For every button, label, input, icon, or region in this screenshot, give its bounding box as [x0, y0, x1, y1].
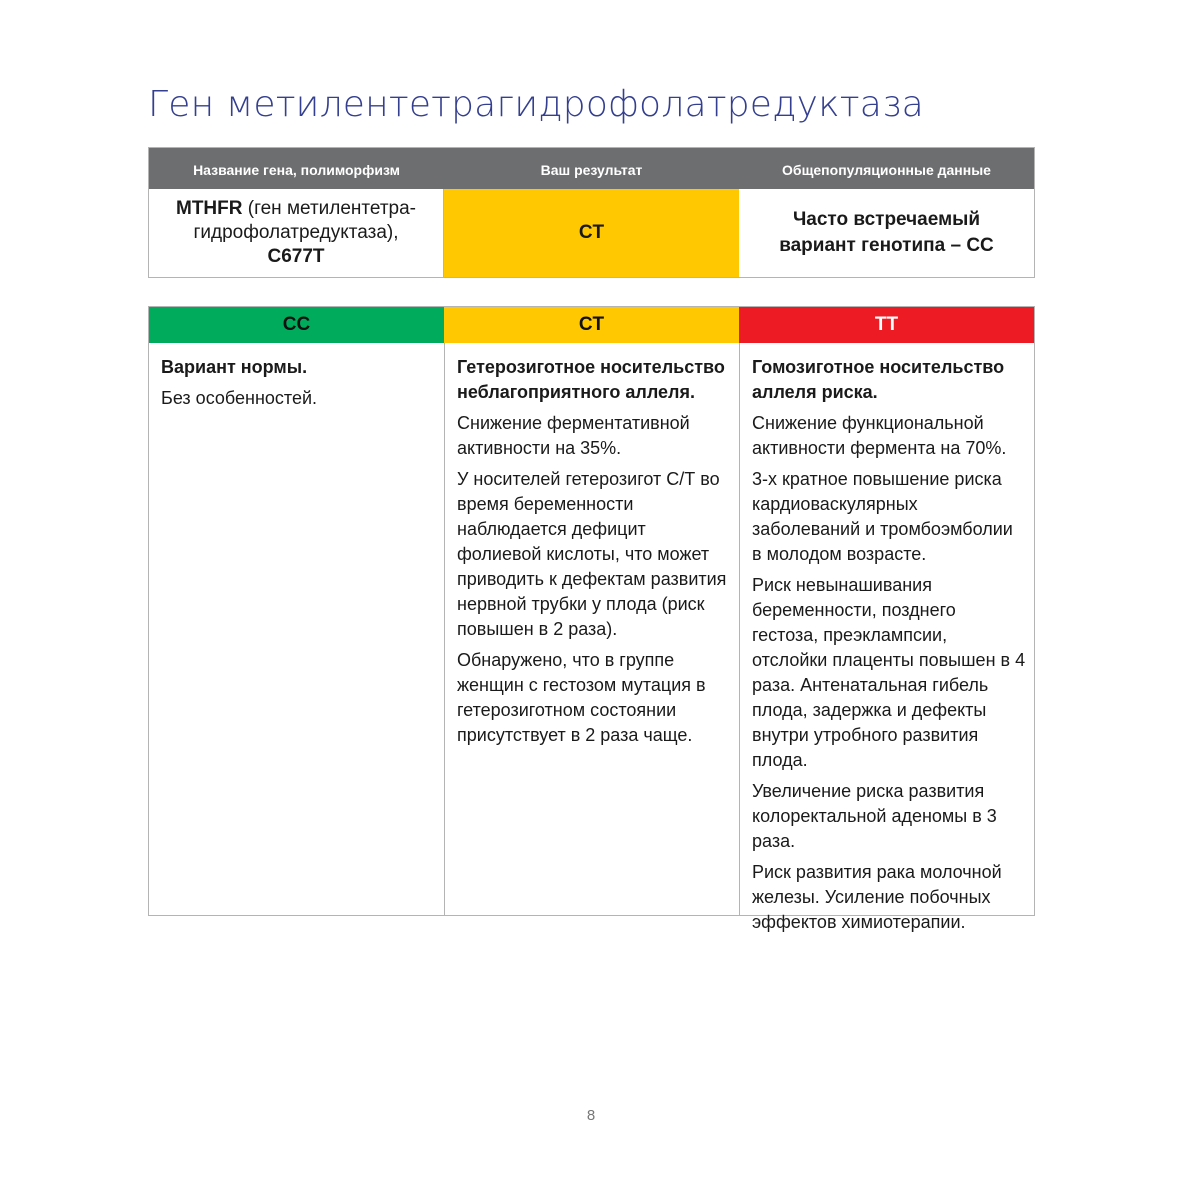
- header-your-result: Ваш результат: [444, 148, 739, 189]
- genotype-header-tt: TT: [739, 307, 1034, 343]
- population-data-line1: Часто встречаемый: [792, 209, 981, 230]
- genotype-paragraph: Увеличение риска развития колоректальной аденомы в 3 раза.: [752, 781, 997, 851]
- genotype-paragraph: 3-х кратное повышение риска кардиоваскулярных заболеваний и тромбоэмболии в молодом возрасте.: [752, 469, 1013, 564]
- genotype-lead: Вариант нормы.: [161, 357, 308, 377]
- genotype-paragraph: Без особенностей.: [161, 388, 318, 408]
- header-gene-polymorphism: Название гена, полиморфизм: [149, 148, 444, 189]
- gene-symbol: MTHFR: [176, 198, 243, 219]
- population-data-line2: вариант генотипа – CC: [779, 235, 994, 256]
- gene-name-part2: гидрофолатредуктаза),: [193, 222, 399, 243]
- result-table: [148, 147, 1035, 278]
- genotype-header-ct: CT: [444, 307, 739, 343]
- genotype-paragraph: Обнаружено, что в группе женщин с гестозом мутация в гетерозиготном состоянии присутствует в 2 раза чаще.: [457, 650, 706, 745]
- genotype-column-ct: [444, 343, 739, 915]
- gene-name-line: [176, 197, 416, 221]
- genotype-table: [148, 306, 1035, 932]
- your-result-value: CT: [578, 222, 605, 243]
- genotype-paragraph: У носителей гетерозигот С/Т во время беременности наблюдается дефицит фолиевой кислоты, что может приводить к дефектам развития нервной трубки у плода (риск повышен в 2 раза).: [457, 469, 727, 639]
- polymorphism-code: C677T: [267, 246, 325, 267]
- genotype-paragraph: Риск невынашивания беременности, позднего гестоза, преэклампсии, отслойки плаценты повышен в 4 раза. Антенатальная гибель плода, задержка и дефекты внутри утробного развития плода.: [752, 575, 1026, 770]
- gene-polymorphism-cell: [149, 189, 444, 277]
- genotype-column-cc: [149, 343, 444, 915]
- population-data-cell: [739, 189, 1034, 277]
- header-population-data: Общепопуляционные данные: [739, 148, 1034, 189]
- genotype-paragraph: Снижение функциональной активности фермента на 70%.: [752, 413, 1007, 458]
- page-title: Ген метилентетрагидрофолатредуктаза: [148, 84, 924, 125]
- your-result-cell: [444, 189, 739, 277]
- genotype-paragraph: Риск развития рака молочной железы. Усиление побочных эффектов химиотерапии.: [752, 862, 1002, 932]
- genotype-lead: Гомозиготное носительство аллеля риска.: [752, 357, 1005, 402]
- genotype-lead: Гетерозиготное носительство неблагоприятного аллеля.: [457, 357, 725, 402]
- genotype-header-cc: CC: [149, 307, 444, 343]
- genotype-paragraph: Снижение ферментативной активности на 35%.: [457, 413, 690, 458]
- gene-name-part1: (ген метилентетра-: [242, 198, 416, 219]
- page-number: 8: [586, 1107, 596, 1124]
- genotype-column-tt: [739, 343, 1034, 932]
